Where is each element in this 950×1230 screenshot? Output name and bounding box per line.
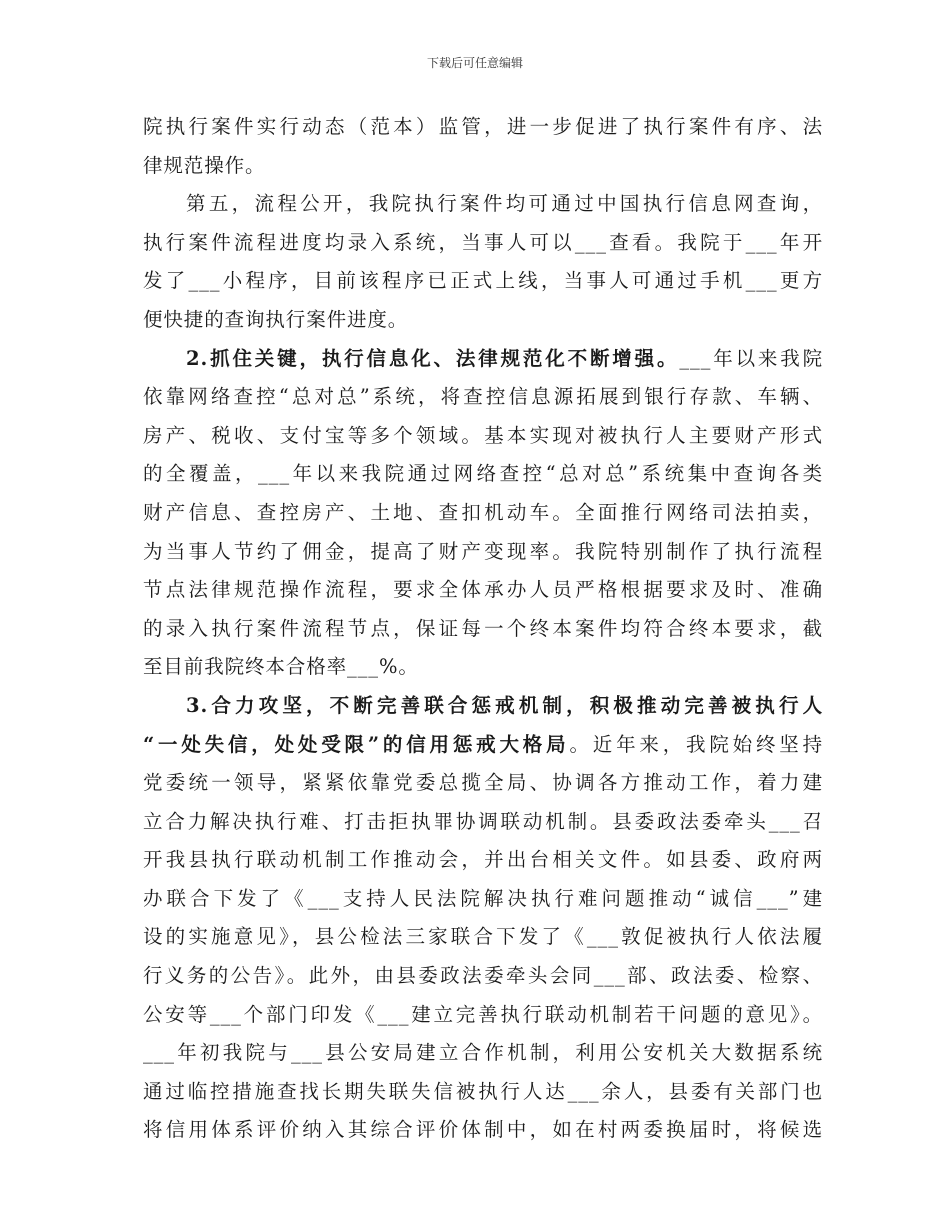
text-segment: 将信用体系评价纳入其综合评价体制中，如在村两委换届时，将候选	[143, 1118, 823, 1142]
text-segment: 至目前我院终本合格率___%。	[143, 655, 419, 679]
text-line	[143, 996, 823, 1035]
text-segment: ___年初我院与___县公安局建立合作机制，利用公安机关大数据系统	[143, 1041, 823, 1065]
text-segment: 的录入执行案件流程节点，保证每一个终本案件均符合终本要求，截	[143, 616, 823, 640]
text-line	[143, 224, 823, 263]
text-line	[143, 378, 823, 417]
text-line	[143, 841, 823, 880]
text-segment: 立合力解决执行难、打击拒执罪协调联动机制。县委政法委牵头___召	[143, 809, 823, 833]
text-segment: 便快捷的查询执行案件进度。	[143, 307, 409, 331]
text-line	[143, 880, 823, 919]
text-segment: 发了___小程序，目前该程序已正式上线，当事人可通过手机___更方	[143, 269, 823, 293]
text-line	[143, 1073, 823, 1112]
bold-text-segment: 3.合力攻坚，不断完善联合惩戒机制，积极推动完善被执行人	[186, 693, 823, 717]
text-segment: 的全覆盖，___年以来我院通过网络查控“总对总”系统集中查询各类	[143, 462, 823, 486]
page-header: 下载后可任意编辑	[426, 56, 523, 70]
document-body	[143, 108, 823, 1150]
text-line	[143, 262, 823, 301]
text-line	[143, 147, 823, 186]
text-segment: 为当事人节约了佣金，提高了财产变现率。我院特别制作了执行流程	[143, 539, 823, 563]
text-line	[143, 108, 823, 147]
text-line	[143, 803, 823, 842]
text-segment: 节点法律规范操作流程，要求全体承办人员严格根据要求及时、准确	[143, 578, 823, 602]
text-line	[143, 726, 823, 765]
text-segment: 律规范操作。	[143, 153, 266, 177]
text-segment: 行义务的公告》。此外，由县委政法委牵头会同___部、政法委、检察、	[143, 964, 823, 988]
text-line	[143, 494, 823, 533]
text-segment: 依靠网络查控“总对总”系统，将查控信息源拓展到银行存款、车辆、	[143, 385, 823, 409]
text-line	[143, 533, 823, 572]
text-line	[143, 1034, 823, 1073]
text-line	[143, 571, 823, 610]
bold-text-segment: 2.抓住关键，执行信息化、法律规范化不断增强。	[186, 346, 680, 370]
text-segment: 设的实施意见》，县公检法三家联合下发了《___敦促被执行人依法履	[143, 925, 823, 949]
text-segment: 执行案件流程进度均录入系统，当事人可以___查看。我院于___年开	[143, 230, 823, 254]
text-segment: 。近年来，我院始终坚持	[569, 732, 823, 756]
text-segment: 第五，流程公开，我院执行案件均可通过中国执行信息网查询，	[186, 192, 823, 216]
bold-text-segment: “一处失信，处处受限”的信用惩戒大格局	[143, 732, 570, 756]
text-segment: ___年以来我院	[679, 346, 823, 370]
text-segment: 开我县执行联动机制工作推动会，并出台相关文件。如县委、政府两	[143, 848, 823, 872]
text-line	[143, 648, 823, 687]
text-line	[143, 957, 823, 996]
text-segment: 党委统一领导，紧紧依靠党委总揽全局、协调各方推动工作，着力建	[143, 771, 823, 795]
text-line	[143, 185, 823, 224]
text-line	[143, 455, 823, 494]
text-line	[143, 1111, 823, 1150]
text-segment: 公安等___个部门印发《___建立完善执行联动机制若干问题的意见》。	[143, 1002, 823, 1026]
text-line	[143, 764, 823, 803]
text-segment: 院执行案件实行动态（范本）监管，进一步促进了执行案件有序、法	[143, 115, 823, 138]
text-segment: 办联合下发了《___支持人民法院解决执行难问题推动“诚信___”建	[143, 886, 823, 910]
text-line	[143, 417, 823, 456]
text-line	[143, 301, 823, 340]
text-line	[143, 610, 823, 649]
text-line	[143, 918, 823, 957]
text-segment: 房产、税收、支付宝等多个领域。基本实现对被执行人主要财产形式	[143, 423, 823, 447]
text-line	[143, 687, 823, 726]
text-line	[143, 340, 823, 379]
text-segment: 通过临控措施查找长期失联失信被执行人达___余人，县委有关部门也	[143, 1079, 823, 1103]
text-segment: 财产信息、查控房产、土地、查扣机动车。全面推行网络司法拍卖，	[143, 500, 823, 524]
